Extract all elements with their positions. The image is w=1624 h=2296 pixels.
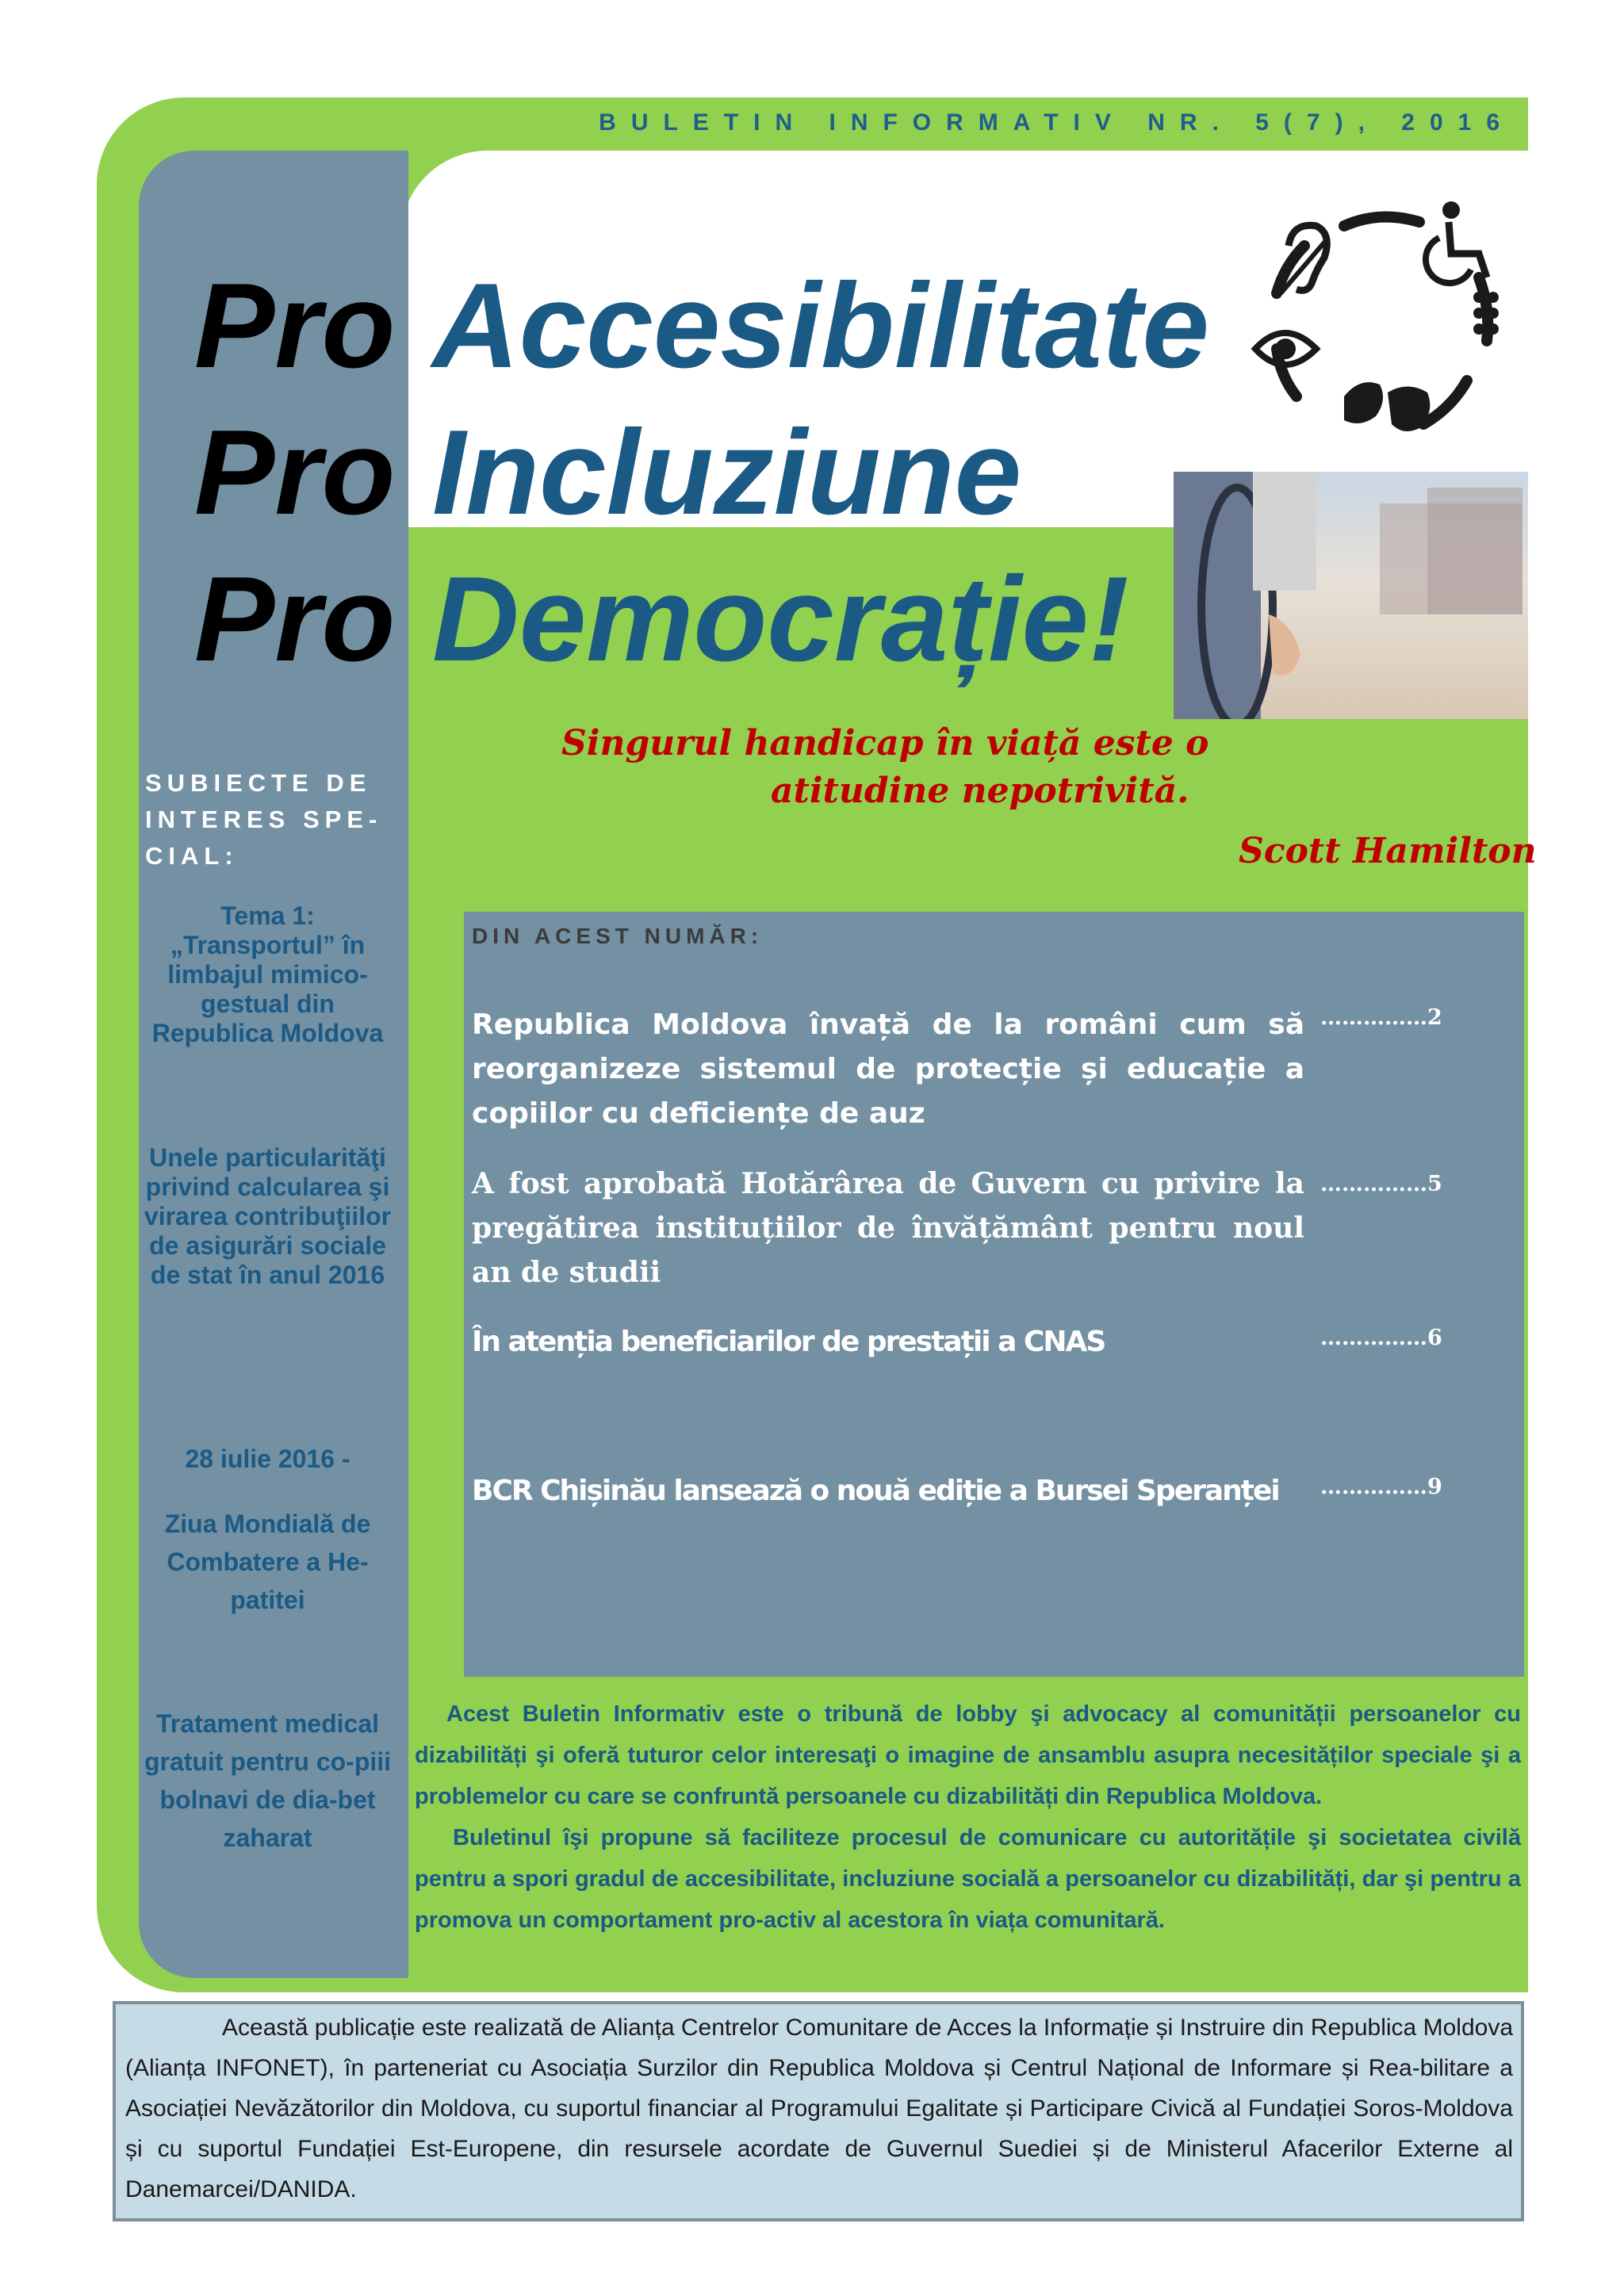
quote-author: Scott Hamilton	[1239, 831, 1537, 871]
toc-entry-2-title[interactable]: A fost aprobată Hotărârea de Guvern cu privire la pregătirea instituțiilor de învățământ pentru noul an de studii	[472, 1167, 1304, 1289]
sidebar-heading: SUBIECTE DE INTERES SPE-CIAL:	[145, 769, 383, 870]
sidebar-item-date: 28 iulie 2016 -	[185, 1445, 350, 1473]
toc-entry-4-title[interactable]: BCR Chișinău lansează o nouă ediție a Bursei Speranței	[472, 1475, 1279, 1507]
quote-line-1: Singurul handicap în viață este o	[561, 723, 1209, 763]
sign-language-icon	[1344, 382, 1430, 431]
toc-entry-2-page: ……………5	[1320, 1172, 1442, 1196]
wheelchair-icon	[1426, 201, 1487, 283]
sidebar-item-transport: Tema 1: „Transportul” în limbajul mimico-gestual din Republica Moldova	[151, 901, 384, 1047]
title-accesibilitate: Accesibilitate	[432, 258, 1209, 393]
toc-entry-1-page: ……………2	[1320, 1005, 1442, 1030]
wheelchair-photo	[1174, 472, 1528, 719]
toc-entry-4-page: ……………9	[1320, 1475, 1442, 1499]
bulletin-header: BULETIN INFORMATIV NR. 5(7), 2016	[599, 109, 1515, 136]
toc-heading: DIN ACEST NUMĂR:	[472, 924, 764, 948]
toc-entry-1-title[interactable]: Republica Moldova învață de la români cum să reorganizeze sistemul de protecție și educație a copiilor cu deficiențe de auz	[472, 1008, 1304, 1130]
title-pro-2: Pro	[194, 405, 396, 540]
sidebar-item-hepatita: Ziua Mondială de Combatere a He-patitei	[164, 1510, 371, 1614]
title-pro-1: Pro	[194, 258, 396, 393]
intro-paragraph-1: Acest Buletin Informativ este o tribună de lobby şi advocacy al comunității persoanelor cu dizabilități şi oferă tuturor celor interesaţi o imagine de ansamblu asupra necesităților speciale şi a problemelor cu care se confruntă persoanele cu dizabilități din Republica Moldova.	[415, 1701, 1521, 1809]
intro-paragraph-2: Buletinul îşi propune să faciliteze procesul de comunicare cu autoritățile şi societatea civilă pentru a spori gradul de accesibilitate, incluziune socială a persoanelor cu dizabilități, dar şi pentru a promova un comportament pro-activ al acestora în viața comunitară.	[415, 1825, 1521, 1933]
title-incluziune: Incluziune	[432, 405, 1022, 540]
sidebar-item-diabet: Tratament medical gratuit pentru co-piii bolnavi de dia-bet zaharat	[144, 1709, 392, 1852]
title-pro-3: Pro	[194, 552, 396, 687]
quote-line-2: atitudine nepotrivită.	[771, 771, 1189, 811]
toc-entry-3-page: ……………6	[1320, 1326, 1442, 1350]
sidebar-item-contributii: Unele particularităţi privind calcularea şi virarea contribuţiilor de asigurări sociale de stat în anul 2016	[144, 1143, 392, 1289]
eye-icon	[1255, 333, 1316, 365]
accessibility-logo	[1249, 190, 1511, 460]
toc-entry-3-title[interactable]: În atenția beneficiarilor de prestații a CNAS	[472, 1326, 1105, 1358]
footer-text: Această publicație este realizată de Alianța Centrelor Comunitare de Acces la Informație și Instruire din Republica Moldova (Alianța INFONET), în parteneriat cu Asociația Surzilor din Republica Moldova și Centrul Național de Informare și Rea-bilitare a Asociației Nevăzătorilor din Moldova, cu suportul financiar al Programului Egalitate și Participare Civică al Fundației Soros-Moldova și cu suportul Fundației Est-Europene, din resursele acordate de Guvernul Suediei și de Ministerul Afacerilor Externe al Danemarcei/DANIDA.	[125, 2015, 1513, 2202]
title-democratie: Democrație!	[432, 552, 1129, 687]
